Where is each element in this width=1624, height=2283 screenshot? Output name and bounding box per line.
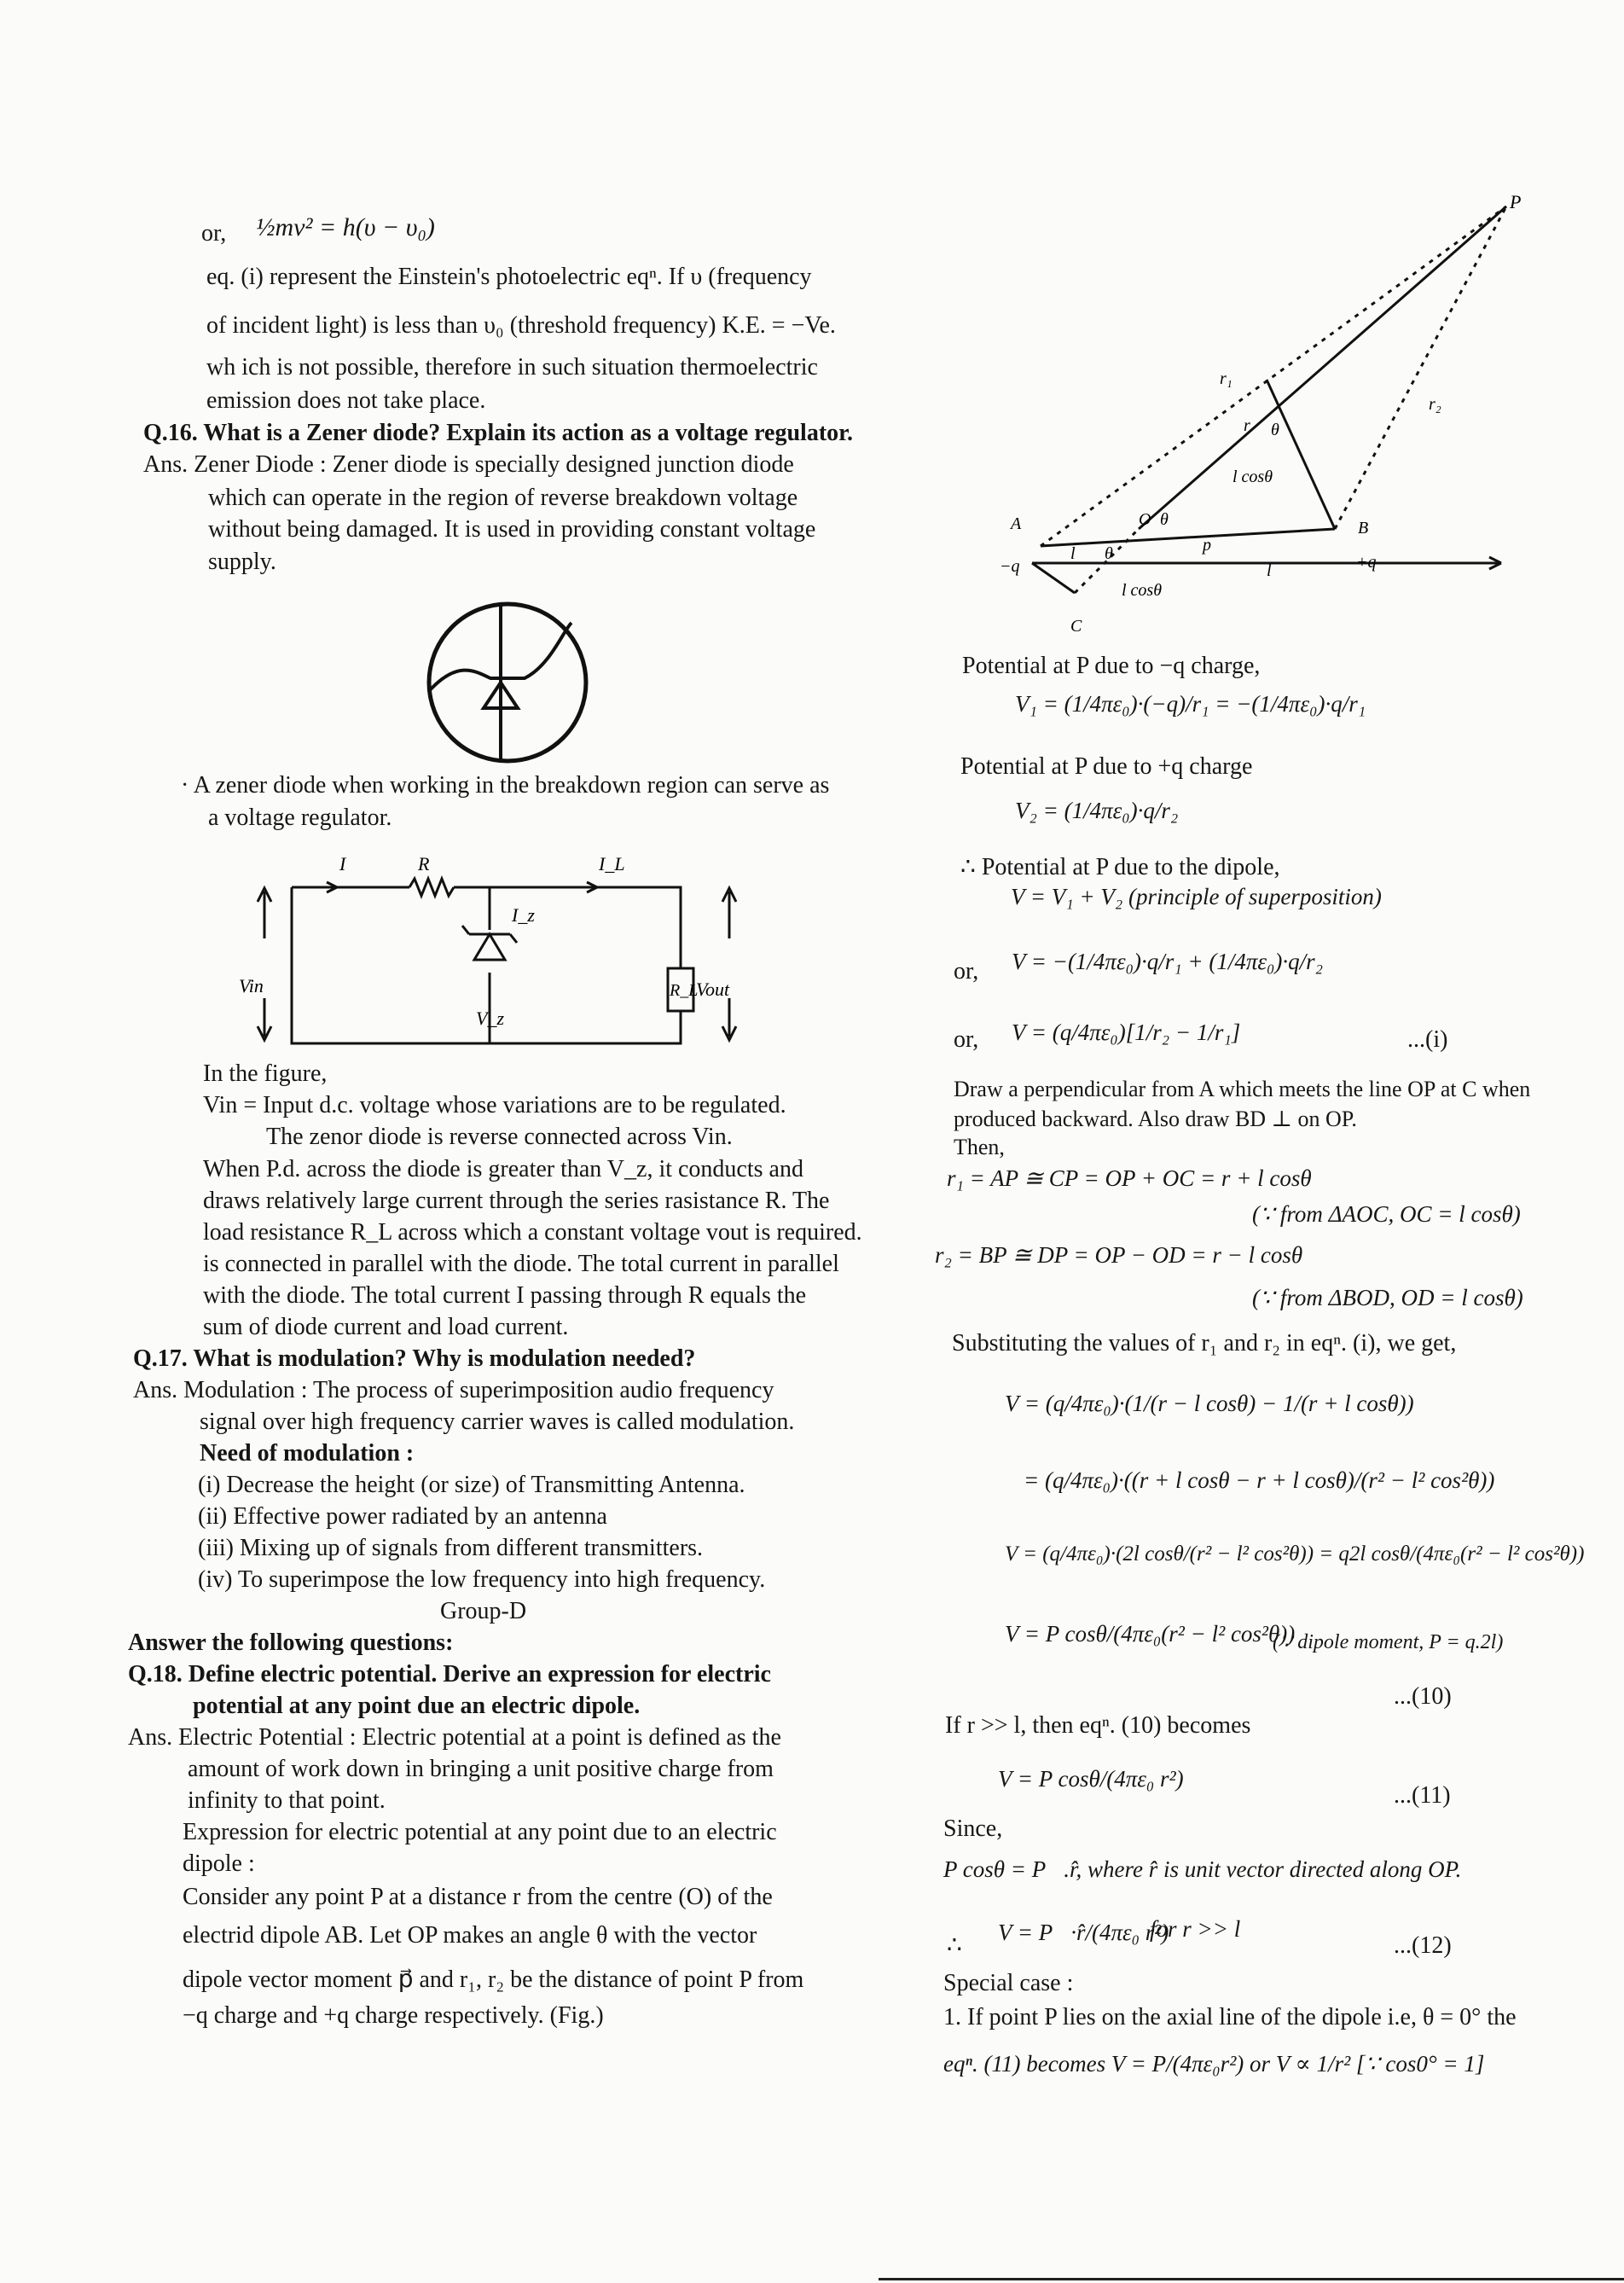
- circuit-label-il: I_L: [599, 853, 625, 874]
- circuit-label-r: R: [418, 853, 430, 874]
- r1-expression: r₁ = AP ≅ CP = OP + OC = r + l cosθ: [947, 1165, 1312, 1191]
- text-line: amount of work down in bringing a unit positive charge from: [188, 1756, 774, 1782]
- eq-tag-i: ...(i): [1407, 1026, 1448, 1053]
- fig-label-theta: θ: [1160, 510, 1169, 529]
- text-line: eq. (i) represent the Einstein's photoelectric eqⁿ. If υ (frequency: [206, 264, 812, 290]
- answer-following-heading: Answer the following questions:: [128, 1629, 454, 1656]
- text-line: Ans. Modulation : The process of superimposition audio frequency: [133, 1377, 774, 1403]
- voltage-regulator-circuit: [239, 849, 768, 1054]
- list-item: (i) Decrease the height (or size) of Transmitting Antenna.: [198, 1472, 745, 1498]
- text-line: The zenor diode is reverse connected across Vin.: [266, 1124, 733, 1150]
- circuit-label-vz: V_z: [476, 1008, 504, 1029]
- fig-label-o: O: [1139, 510, 1151, 529]
- question-16: Q.16. What is a Zener diode? Explain its action as a voltage regulator.: [143, 420, 854, 446]
- list-item: (iii) Mixing up of signals from different transmitters.: [198, 1535, 704, 1561]
- fig-label-lcos-bottom: l cosθ: [1122, 581, 1163, 600]
- therefore-symbol: ∴: [947, 1932, 962, 1959]
- dipole-figure: [989, 188, 1552, 640]
- bottom-rule: [879, 2278, 1624, 2280]
- fig-label-r: r: [1244, 416, 1250, 435]
- text-line: Draw a perpendicular from A which meets the line OP at C when: [954, 1077, 1531, 1101]
- v-step-a: V = (q/4πε₀)·(1/(r − l cosθ) − 1/(r + l cosθ)): [1005, 1391, 1414, 1416]
- circuit-label-vout: Vout: [696, 979, 730, 1000]
- special-case-1: 1. If point P lies on the axial line of the dipole i.e, θ = 0° the: [943, 2004, 1517, 2030]
- text-line: Ans. Zener Diode : Zener diode is specially designed junction diode: [143, 451, 794, 478]
- text-line: When P.d. across the diode is greater than V_z, it conducts and: [203, 1156, 803, 1182]
- text-line: Need of modulation :: [200, 1440, 415, 1467]
- text-line: Q.18. Define electric potential. Derive an expression for electric: [128, 1661, 771, 1688]
- text-line: Consider any point P at a distance r from the centre (O) of the: [183, 1884, 773, 1910]
- special-case-heading: Special case :: [943, 1970, 1074, 1996]
- text-line: wh ich is not possible, therefore in such situation thermoelectric: [206, 354, 818, 380]
- circuit-label-vin: Vin: [239, 975, 264, 996]
- text-line: load resistance R_L across which a constant voltage vout is required.: [203, 1219, 862, 1246]
- v2-equation: V₂ = (1/4πε₀)·q/r₂: [1015, 798, 1179, 823]
- circuit-label-i: I: [339, 853, 346, 874]
- text-line: Ans. Electric Potential : Electric potential at a point is defined as the: [128, 1724, 781, 1751]
- text-line: −q charge and +q charge respectively. (Fig.): [183, 2002, 604, 2029]
- fig-label-p-vector: p⃗: [1203, 536, 1225, 555]
- or-label-2: or,: [954, 1026, 979, 1053]
- text-line: dipole vector moment p⃗ and r₁, r₂ be the distance of point P from: [183, 1966, 804, 1993]
- group-heading: Group-D: [440, 1598, 527, 1624]
- fig-label-c: C: [1070, 617, 1082, 636]
- text-line: Vin = Input d.c. voltage whose variations are to be regulated.: [203, 1092, 786, 1118]
- r1-note: (∵ from ΔAOC, OC = l cosθ): [1252, 1201, 1521, 1227]
- superposition-equation: V = V₁ + V₂ (principle of superposition): [1011, 884, 1382, 909]
- fig-label-minus-q: −q: [1000, 557, 1020, 576]
- fig-label-p: P: [1510, 191, 1522, 212]
- v-bracket-equation: V = (q/4πε₀)[1/r₂ − 1/r₁]: [1012, 1020, 1241, 1045]
- substituting-text: Substituting the values of r₁ and r₂ in eqⁿ. (i), we get,: [952, 1330, 1457, 1356]
- text-line: emission does not take place.: [206, 387, 486, 414]
- text-line: dipole :: [183, 1850, 255, 1877]
- r2-expression: r₂ = BP ≅ DP = OP − OD = r − l cosθ: [935, 1242, 1303, 1268]
- text-line: signal over high frequency carrier waves is called modulation.: [200, 1409, 795, 1435]
- eq-tag-12: ...(12): [1394, 1932, 1452, 1959]
- list-item: (ii) Effective power radiated by an antenna: [198, 1503, 607, 1530]
- text-line: draws relatively large current through the series rasistance R. The: [203, 1188, 830, 1214]
- kinetic-energy-equation: ½mv² = h(υ − υ₀): [256, 213, 435, 241]
- circuit-label-rl: R_L: [670, 981, 699, 1000]
- v-sum-equation: V = −(1/4πε₀)·q/r₁ + (1/4πε₀)·q/r₂: [1012, 949, 1324, 974]
- special-case-1-equation: eqⁿ. (11) becomes V = P/(4πε₀r²) or V ∝ 1/r² [∵ cos0° = 1]: [943, 2051, 1485, 2077]
- circuit-label-iz: I_z: [512, 904, 535, 926]
- if-r-much-greater-text: If r >> l, then eqⁿ. (10) becomes: [945, 1712, 1251, 1739]
- v-step-d-note: (∵ dipole moment, P = q.2l): [1273, 1631, 1504, 1653]
- potential-plus-q-text: Potential at P due to +q charge: [960, 753, 1253, 780]
- pcos-expression: P cosθ = P⃗.r̂, where r̂ is unit vector directed along OP.: [943, 1856, 1462, 1882]
- v-step-e: V = P cosθ/(4πε₀ r²): [998, 1766, 1184, 1792]
- text-line: is connected in parallel with the diode. The total current in parallel: [203, 1251, 839, 1277]
- fig-label-lcos-top: l cosθ: [1232, 468, 1273, 486]
- r2-note: (∵ from ΔBOD, OD = l cosθ): [1252, 1285, 1523, 1310]
- text-line: · A zener diode when working in the breakdown region can serve as: [181, 772, 830, 799]
- v-step-f-note: for r >> l: [1150, 1916, 1241, 1942]
- fig-label-theta-bottom: θ: [1105, 544, 1113, 563]
- text-line: In the figure,: [203, 1060, 328, 1087]
- fig-label-l-left: l: [1070, 544, 1076, 563]
- fig-label-plus-q: +q: [1356, 553, 1377, 572]
- question-17: Q.17. What is modulation? Why is modulation needed?: [133, 1345, 696, 1372]
- text-line: sum of diode current and load current.: [203, 1314, 569, 1340]
- text-line: infinity to that point.: [188, 1787, 386, 1814]
- fig-label-r2: r₂: [1429, 395, 1441, 414]
- since-text: Since,: [943, 1815, 1003, 1842]
- v-step-b: = (q/4πε₀)·((r + l cosθ − r + l cosθ)/(r² − l² cos²θ)): [1024, 1467, 1495, 1493]
- eq-tag-11: ...(11): [1394, 1782, 1451, 1809]
- eq-tag-10: ...(10): [1394, 1683, 1452, 1710]
- v-step-f: V = P⃗·r̂/(4πε₀ r²): [998, 1920, 1169, 1945]
- v-step-c: V = (q/4πε₀)·(2l cosθ/(r² − l² cos²θ)) = q2l cosθ/(4πε₀(r² − l² cos²θ)): [1005, 1542, 1585, 1566]
- text-line: which can operate in the region of reverse breakdown voltage: [208, 485, 798, 511]
- list-item: (iv) To superimpose the low frequency into high frequency.: [198, 1566, 766, 1593]
- eq-or-label: or,: [201, 220, 227, 247]
- text-line: a voltage regulator.: [208, 805, 392, 831]
- text-line: Expression for electric potential at any point due to an electric: [183, 1819, 777, 1845]
- or-label-1: or,: [954, 958, 979, 985]
- text-line: without being damaged. It is used in providing constant voltage: [208, 516, 816, 543]
- text-line: potential at any point due an electric dipole.: [193, 1693, 641, 1719]
- text-line: produced backward. Also draw BD ⊥ on OP.: [954, 1107, 1357, 1131]
- v-step-d: V = P cosθ/(4πε₀(r² − l² cos²θ)): [1005, 1621, 1296, 1647]
- zener-diode-symbol: [422, 597, 593, 768]
- fig-label-r1: r₁: [1220, 369, 1232, 388]
- text-line: of incident light) is less than υ₀ (threshold frequency) K.E. = −Ve.: [206, 312, 836, 339]
- fig-label-b: B: [1358, 519, 1369, 537]
- text-line: electrid dipole AB. Let OP makes an angle θ with the vector: [183, 1922, 757, 1949]
- fig-label-theta-top: θ: [1271, 421, 1279, 439]
- text-line: Then,: [954, 1135, 1005, 1159]
- v1-equation: V₁ = (1/4πε₀)·(−q)/r₁ = −(1/4πε₀)·q/r₁: [1015, 691, 1366, 717]
- potential-dipole-text: ∴ Potential at P due to the dipole,: [960, 854, 1280, 880]
- text-line: supply.: [208, 549, 276, 575]
- fig-label-l-right: l: [1267, 561, 1272, 580]
- fig-label-a: A: [1011, 514, 1022, 533]
- potential-minus-q-text: Potential at P due to −q charge,: [962, 653, 1261, 679]
- text-line: with the diode. The total current I passing through R equals the: [203, 1282, 807, 1309]
